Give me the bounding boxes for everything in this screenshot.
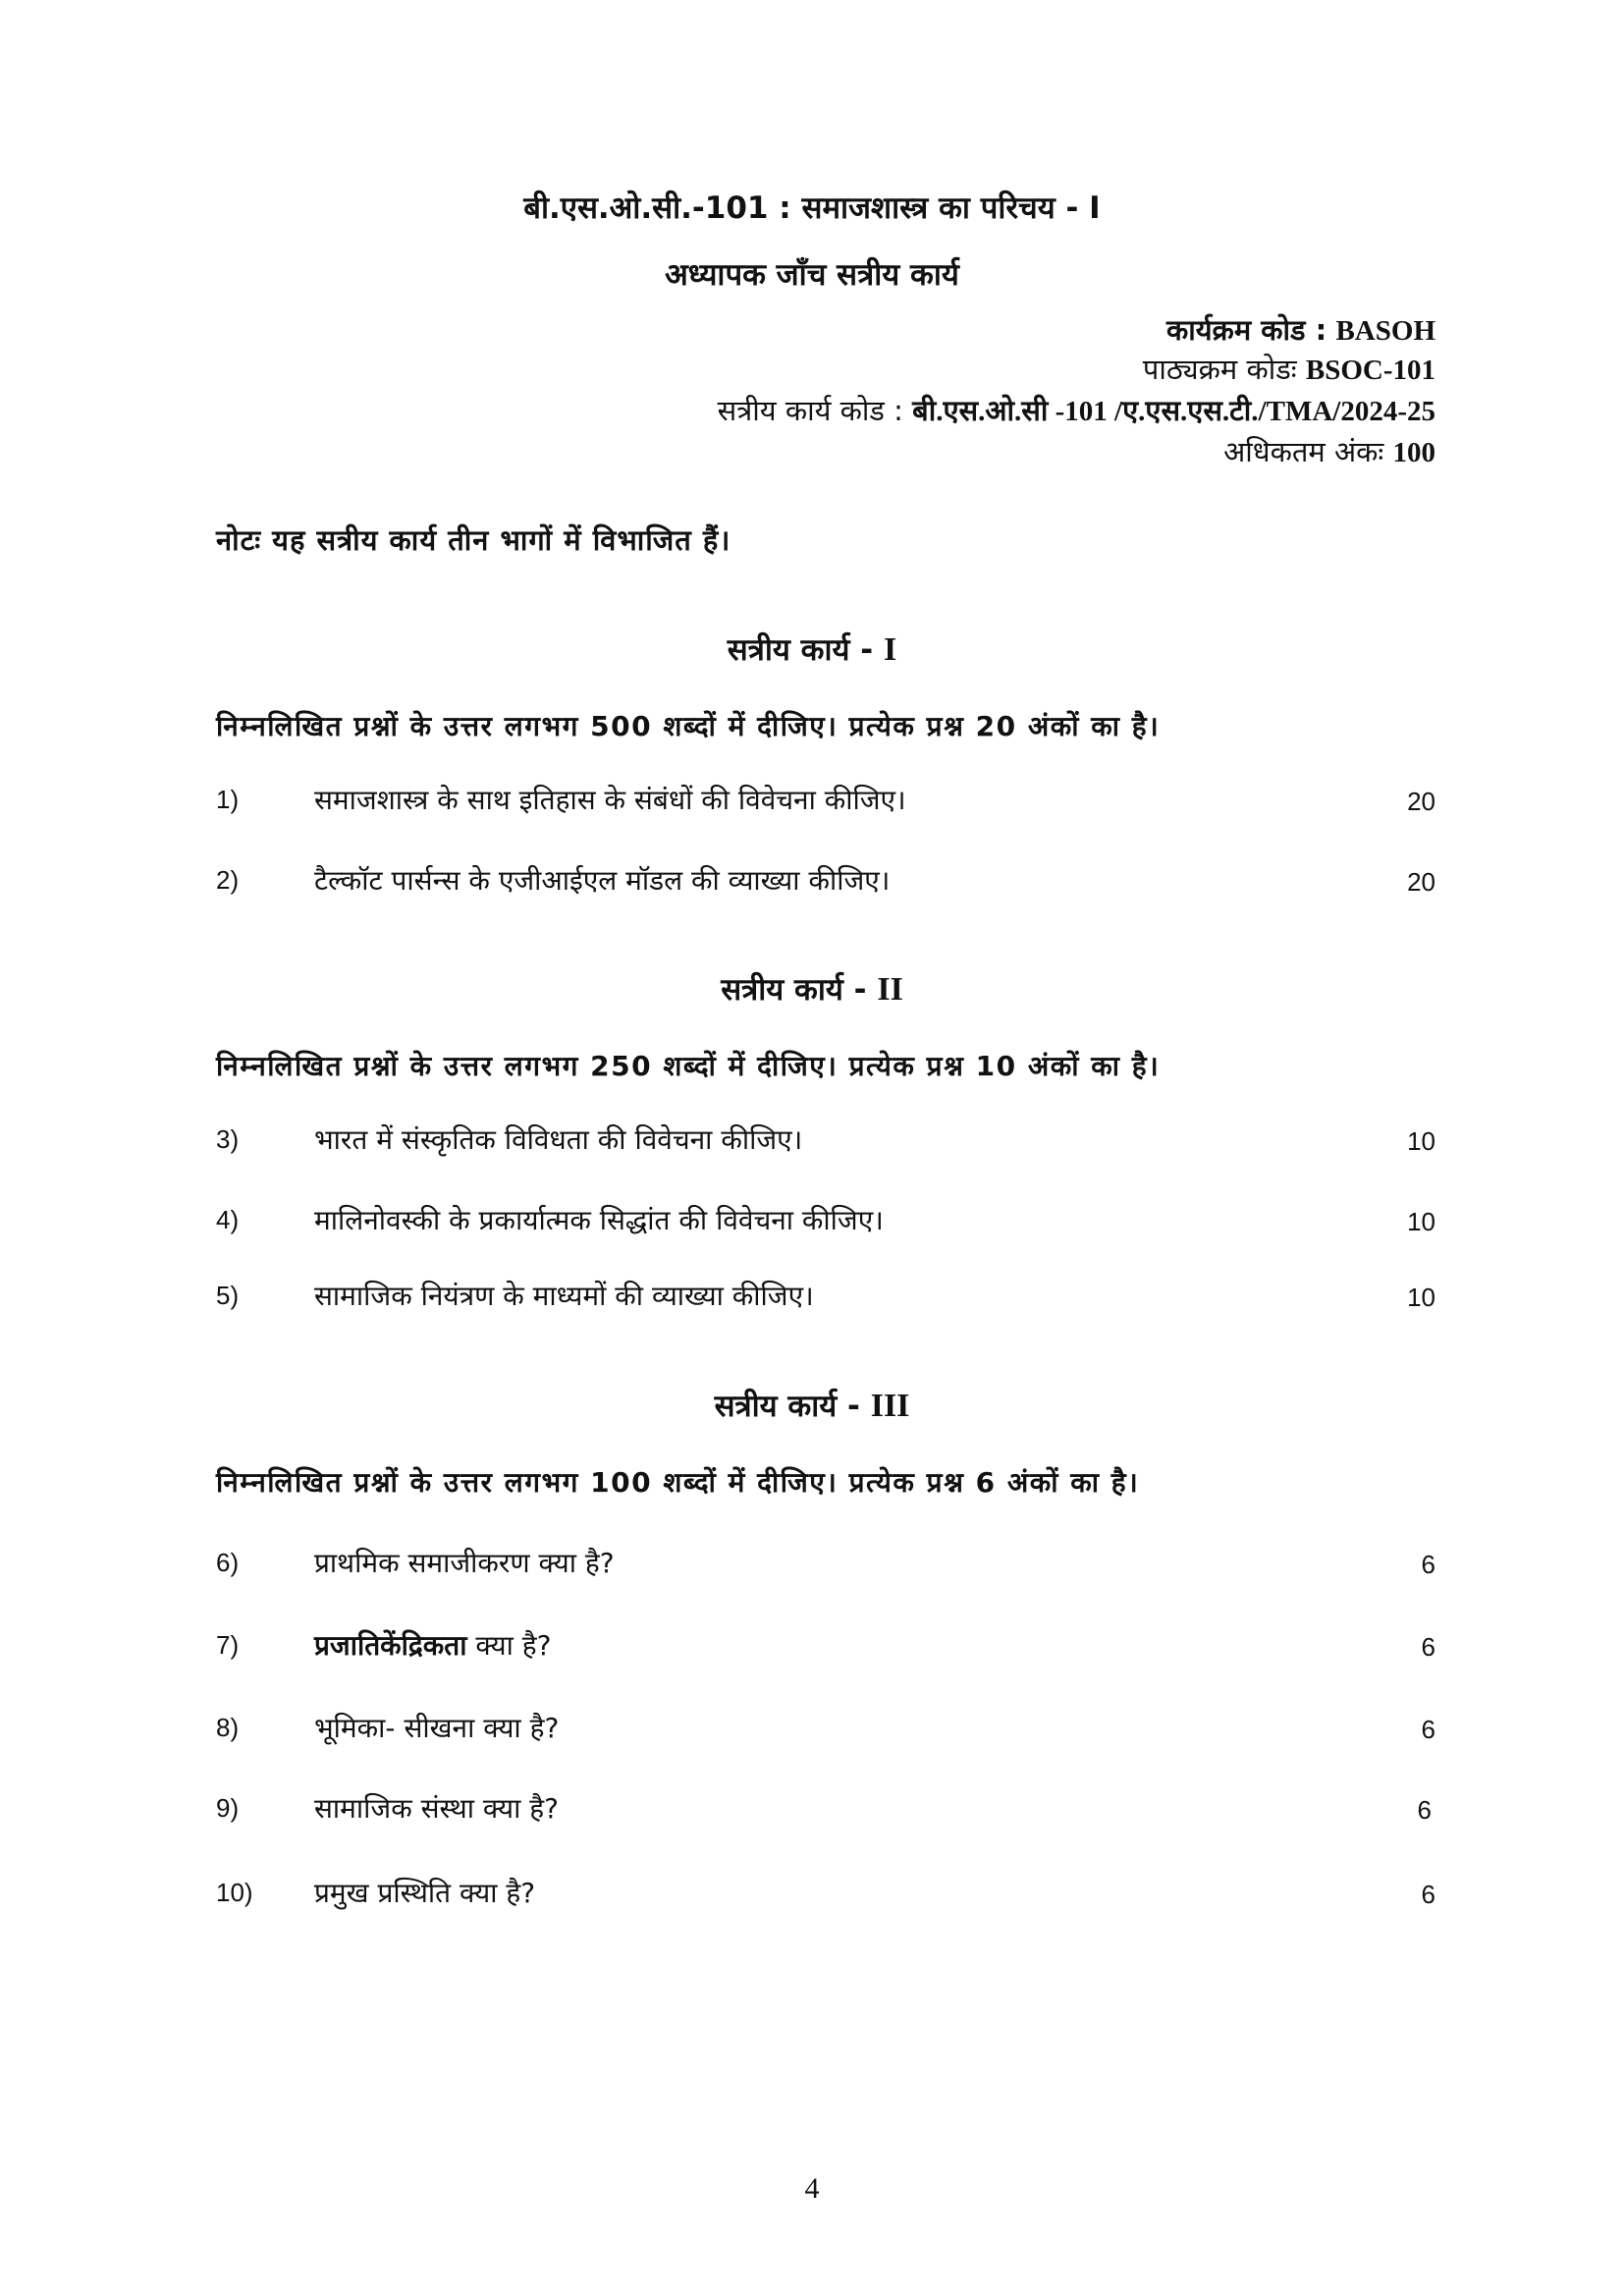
question-number: 6) <box>216 1548 240 1577</box>
question-text-rest: क्या है? <box>466 1629 552 1662</box>
question-marks: 20 <box>1407 787 1435 816</box>
max-marks-line <box>1223 432 1435 470</box>
question-number: 4) <box>216 1205 240 1234</box>
question-text: समाजशास्त्र के साथ इतिहास के संबंधों की विवेचना कीजिए। <box>314 784 906 816</box>
question-9 <box>216 1789 1435 1829</box>
assignment-note: नोटः यह सत्रीय कार्य तीन भागों में विभाजित हैं। <box>216 523 731 557</box>
course-code-value: BSOC-101 <box>1305 355 1435 386</box>
question-7 <box>216 1626 1435 1666</box>
section-roman-numeral: I <box>883 631 897 668</box>
question-number: 9) <box>216 1793 240 1823</box>
document-subtitle: अध्यापक जाँच सत्रीय कार्य <box>665 257 959 293</box>
question-3 <box>216 1121 1435 1160</box>
question-marks: 6 <box>1417 1795 1432 1825</box>
question-text: सामाजिक नियंत्रण के माध्यमों की व्याख्या कीजिए। <box>314 1280 814 1312</box>
question-marks: 10 <box>1407 1207 1435 1236</box>
question-marks: 6 <box>1421 1632 1435 1662</box>
page-number: 4 <box>804 2172 820 2205</box>
question-marks: 6 <box>1421 1550 1435 1579</box>
document-title: बी.एस.ओ.सी.-101 : समाजशास्त्र का परिचय - I <box>523 191 1101 226</box>
question-6 <box>216 1544 1435 1583</box>
question-number: 5) <box>216 1281 240 1310</box>
section-instruction-3: निम्नलिखित प्रश्नों के उत्तर लगभग 100 शब्दों में दीजिए। प्रत्येक प्रश्न 6 अंकों का है। <box>216 1466 1140 1499</box>
question-text: भारत में संस्कृतिक विविधता की विवेचना कीजिए। <box>314 1123 803 1156</box>
section-instruction-2: निम्नलिखित प्रश्नों के उत्तर लगभग 250 शब्दों में दीजिए। प्रत्येक प्रश्न 10 अंकों का है। <box>216 1050 1161 1082</box>
section-roman-numeral: II <box>877 971 903 1008</box>
question-number: 7) <box>216 1630 240 1660</box>
assignment-code-line <box>718 391 1435 429</box>
question-text: सामाजिक संस्था क्या है? <box>314 1792 560 1825</box>
section-roman-numeral: III <box>870 1388 910 1424</box>
section-instruction-1: निम्नलिखित प्रश्नों के उत्तर लगभग 500 शब्दों में दीजिए। प्रत्येक प्रश्न 20 अंकों का है। <box>216 710 1161 742</box>
question-5 <box>216 1277 1435 1316</box>
question-marks: 10 <box>1407 1126 1435 1156</box>
question-4 <box>216 1201 1435 1240</box>
question-number: 3) <box>216 1124 240 1154</box>
section-title-3 <box>0 1385 1624 1426</box>
course-code-line <box>1143 350 1435 388</box>
question-text: मालिनोवस्की के प्रकार्यात्मक सिद्धांत की विवेचना कीजिए। <box>314 1204 884 1236</box>
question-number: 1) <box>216 785 240 814</box>
question-number: 2) <box>216 865 240 895</box>
assignment-code-label: सत्रीय कार्य कोड : <box>717 394 903 427</box>
question-2 <box>216 861 1435 901</box>
section-title-2 <box>0 968 1624 1010</box>
programme-code-label: कार्यक्रम कोड : <box>1165 313 1327 347</box>
question-text: भूमिका- सीखना क्या है? <box>314 1712 560 1744</box>
question-1 <box>216 781 1435 820</box>
question-marks: 6 <box>1421 1880 1435 1909</box>
question-number: 8) <box>216 1713 240 1742</box>
programme-code-line <box>1166 310 1435 349</box>
question-text: टैल्कॉट पार्सन्स के एजीआईएल मॉडल की व्याख्या कीजिए। <box>314 864 891 897</box>
question-text-bold: प्रजातिकेंद्रिकता <box>314 1629 467 1662</box>
section-title-text: सत्रीय कार्य - <box>727 632 874 668</box>
section-title-text: सत्रीय कार्य - <box>714 1389 860 1424</box>
max-marks-label: अधिकतम अंकः <box>1223 435 1384 468</box>
question-text <box>314 1626 552 1664</box>
section-title-1 <box>0 629 1624 670</box>
question-8 <box>216 1709 1435 1748</box>
question-marks: 20 <box>1407 867 1435 897</box>
assignment-code-value: बी.एस.ओ.सी -101 /ए.एस.एस.टी./TMA/2024-25 <box>912 396 1435 427</box>
question-marks: 6 <box>1421 1715 1435 1744</box>
max-marks-value: 100 <box>1392 437 1435 468</box>
question-text: प्राथमिक समाजीकरण क्या है? <box>314 1547 615 1579</box>
question-number: 10) <box>216 1878 253 1907</box>
section-title-text: सत्रीय कार्य - <box>721 972 867 1008</box>
question-marks: 10 <box>1407 1283 1435 1312</box>
question-10 <box>216 1874 1435 1913</box>
question-text: प्रमुख प्रस्थिति क्या है? <box>314 1877 536 1909</box>
course-code-label: पाठ्यक्रम कोडः <box>1142 353 1297 386</box>
programme-code-value: BASOH <box>1335 315 1435 347</box>
